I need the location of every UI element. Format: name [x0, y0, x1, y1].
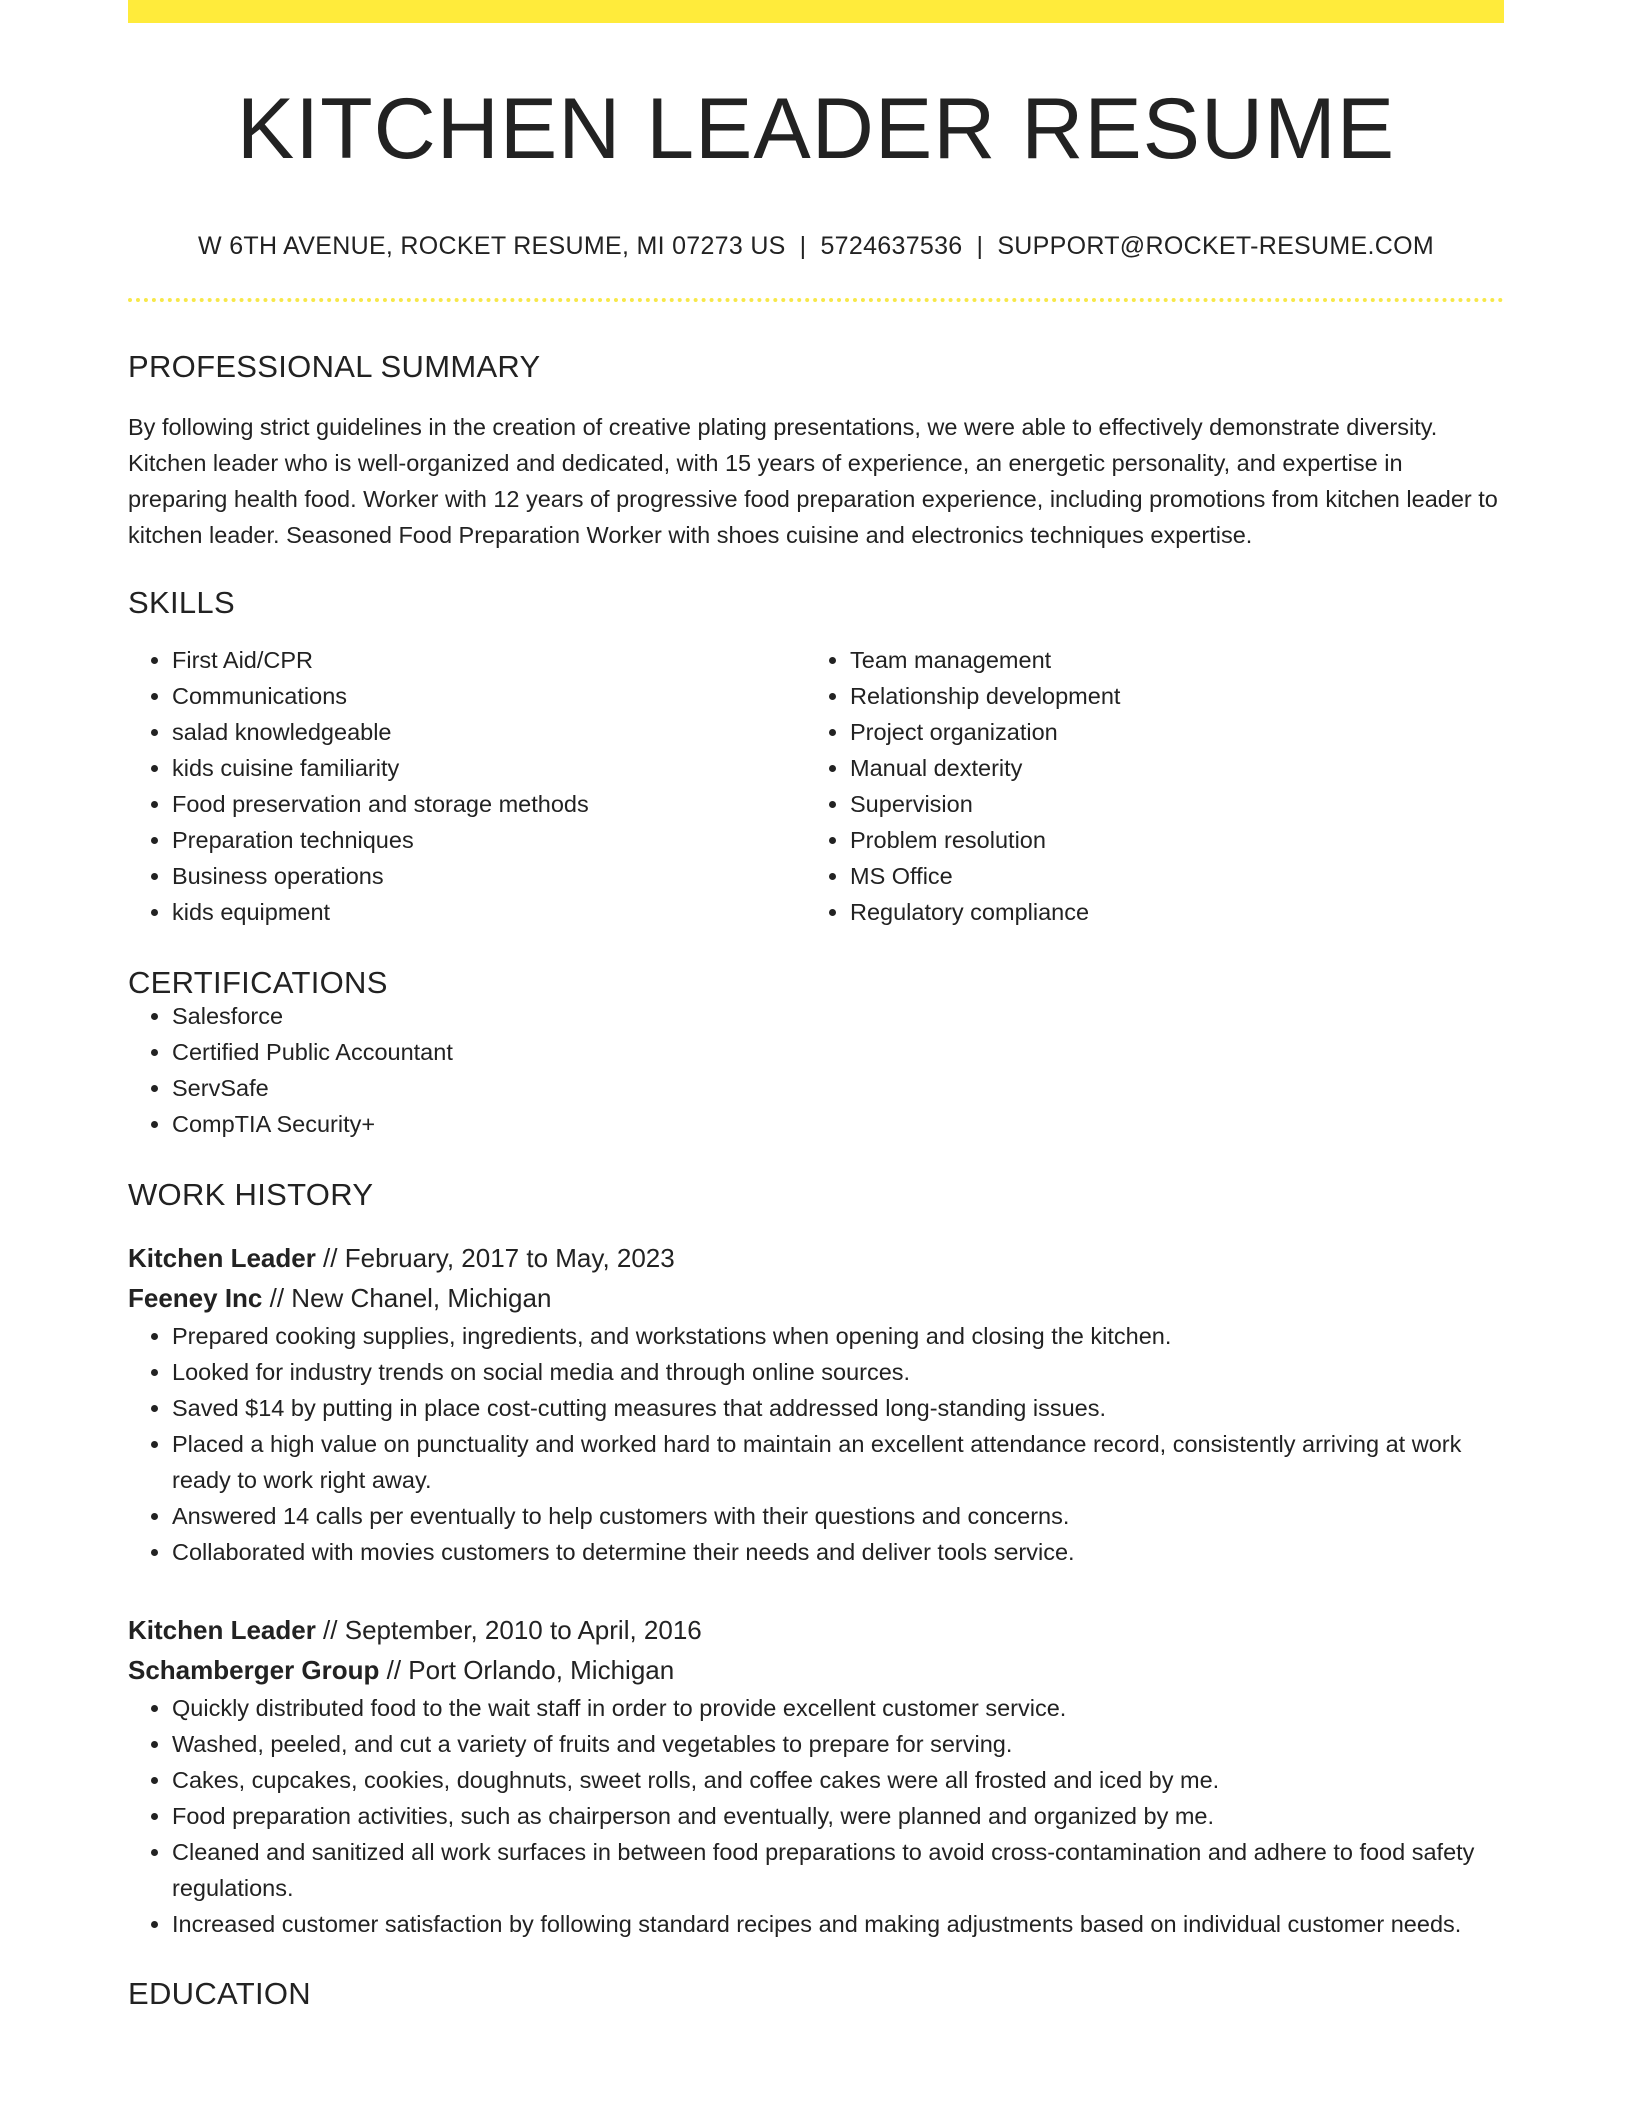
resume-title: KITCHEN LEADER RESUME	[236, 81, 1396, 177]
job-bullet: • Placed a high value on punctuality and worked hard to maintain an excellent attendance record, consistently arriving at work ready to work right away.	[172, 1426, 1504, 1498]
job-bullet: • Collaborated with movies customers to determine their needs and deliver tools service.	[172, 1534, 1504, 1570]
summary-heading: PROFESSIONAL SUMMARY	[128, 349, 541, 384]
skills-heading: SKILLS	[128, 585, 235, 620]
skill-item: • Problem resolution	[850, 822, 1484, 858]
accent-top-bar	[128, 0, 1504, 23]
skill-item: • Supervision	[850, 786, 1484, 822]
job-entry	[128, 1610, 1504, 1942]
job-bullet: • Food preparation activities, such as chairperson and eventually, were planned and organized by me.	[172, 1798, 1504, 1834]
job-dates: // September, 2010 to April, 2016	[315, 1615, 702, 1645]
certification-item: • CompTIA Security+	[172, 1106, 1504, 1142]
skill-item: • MS Office	[850, 858, 1484, 894]
contact-separator: |	[976, 232, 984, 260]
skills-list-right	[806, 642, 1484, 930]
skill-item: • Preparation techniques	[172, 822, 806, 858]
contact-email: SUPPORT@ROCKET-RESUME.COM	[997, 232, 1434, 260]
contact-address: W 6TH AVENUE, ROCKET RESUME, MI 07273 US	[198, 232, 786, 260]
skill-item: • kids equipment	[172, 894, 806, 930]
education-heading: EDUCATION	[128, 1976, 311, 2011]
work-history-list	[128, 1238, 1504, 1942]
contact-line	[128, 234, 1504, 259]
skill-item: • Regulatory compliance	[850, 894, 1484, 930]
job-bullet: • Cakes, cupcakes, cookies, doughnuts, sweet rolls, and coffee cakes were all frosted and iced by me.	[172, 1762, 1504, 1798]
job-dates: // February, 2017 to May, 2023	[315, 1243, 675, 1273]
contact-phone: 5724637536	[820, 232, 963, 260]
certifications-heading: CERTIFICATIONS	[128, 965, 388, 1000]
dotted-divider	[128, 298, 1504, 302]
job-bullet-list	[128, 1318, 1504, 1570]
skill-item: • Food preservation and storage methods	[172, 786, 806, 822]
certifications-list	[128, 998, 1504, 1142]
job-company-line	[128, 1278, 1504, 1318]
job-title: Kitchen Leader	[128, 1243, 316, 1273]
skill-item: • salad knowledgeable	[172, 714, 806, 750]
job-bullet: • Prepared cooking supplies, ingredients, and workstations when opening and closing the kitchen.	[172, 1318, 1504, 1354]
skills-column-left	[128, 642, 806, 930]
skill-item: • kids cuisine familiarity	[172, 750, 806, 786]
skill-item: • Manual dexterity	[850, 750, 1484, 786]
summary-text: By following strict guidelines in the creation of creative plating presentations, we were able to effectively demonstrate diversity. Kitchen leader who is well-organized and dedicated, with 15 years of experience, an energetic personality, and expertise in preparing health food. Worker with 12 years of progressive food preparation experience, including promotions from kitchen leader to kitchen leader. Seasoned Food Preparation Worker with shoes cuisine and electronics techniques expertise.	[128, 414, 1498, 548]
skill-item: • Communications	[172, 678, 806, 714]
certification-item: • Salesforce	[172, 998, 1504, 1034]
job-bullet: • Quickly distributed food to the wait staff in order to provide excellent customer service.	[172, 1690, 1504, 1726]
job-title-line	[128, 1610, 1504, 1650]
job-bullet: • Washed, peeled, and cut a variety of fruits and vegetables to prepare for serving.	[172, 1726, 1504, 1762]
skill-item: • Project organization	[850, 714, 1484, 750]
job-bullet: • Looked for industry trends on social media and through online sources.	[172, 1354, 1504, 1390]
skill-item: • Team management	[850, 642, 1484, 678]
job-location: // Port Orlando, Michigan	[379, 1655, 675, 1685]
skill-item: • First Aid/CPR	[172, 642, 806, 678]
job-bullet: • Cleaned and sanitized all work surfaces in between food preparations to avoid cross-contamination and adhere to food safety regulations.	[172, 1834, 1504, 1906]
contact-separator: |	[799, 232, 807, 260]
job-title-line	[128, 1238, 1504, 1278]
job-title: Kitchen Leader	[128, 1615, 316, 1645]
work-history-heading: WORK HISTORY	[128, 1177, 374, 1212]
skill-item: • Business operations	[172, 858, 806, 894]
skills-list-left	[128, 642, 806, 930]
job-location: // New Chanel, Michigan	[262, 1283, 552, 1313]
certification-item: • ServSafe	[172, 1070, 1504, 1106]
skills-column-right	[806, 642, 1484, 930]
resume-page	[128, 0, 1504, 2009]
job-bullet-list	[128, 1690, 1504, 1942]
job-bullet: • Increased customer satisfaction by following standard recipes and making adjustments based on individual customer needs.	[172, 1906, 1504, 1942]
job-entry	[128, 1238, 1504, 1570]
job-company: Feeney Inc	[128, 1283, 263, 1313]
skills-columns	[128, 642, 1504, 930]
job-company: Schamberger Group	[128, 1655, 380, 1685]
skill-item: • Relationship development	[850, 678, 1484, 714]
job-bullet: • Saved $14 by putting in place cost-cutting measures that addressed long-standing issues.	[172, 1390, 1504, 1426]
certification-item: • Certified Public Accountant	[172, 1034, 1504, 1070]
job-bullet: • Answered 14 calls per eventually to help customers with their questions and concerns.	[172, 1498, 1504, 1534]
job-company-line	[128, 1650, 1504, 1690]
